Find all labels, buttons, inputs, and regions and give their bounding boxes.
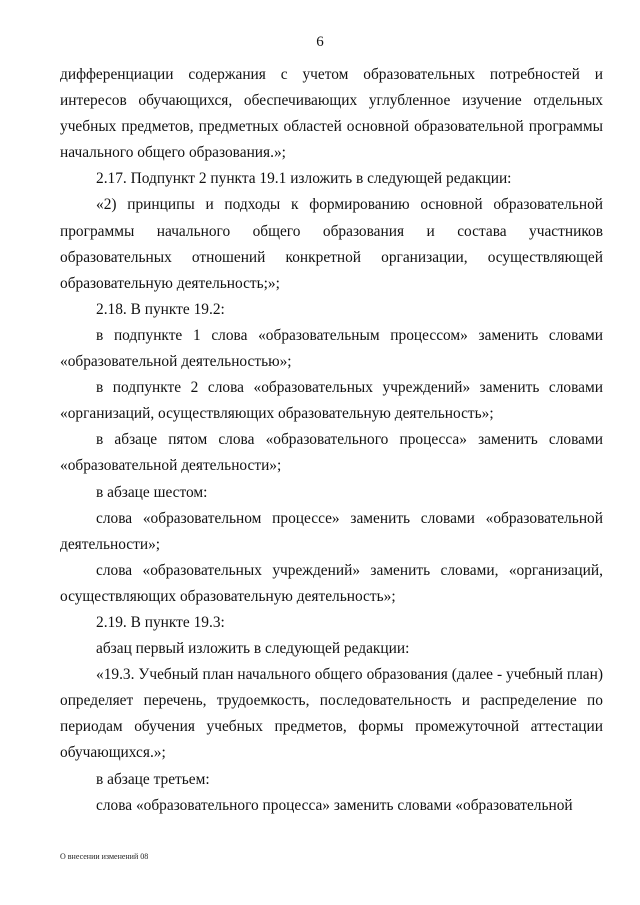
paragraph: слова «образовательных учреждений» заменить словами, «организаций, осуществляющих образовательную деятельность»; [60,561,603,605]
paragraph: слова «образовательного процесса» заменить словами «образовательной [96,796,573,814]
paragraph: в подпункте 1 слова «образовательным процессом» заменить словами «образовательной деятельностью»; [60,326,603,371]
paragraph: «19.3. Учебный план начального общего образования (далее - учебный план) определяет перечень, трудоемкость, последовательность и распределение по периодам обучения учебных предметов, формы промежуточной аттестации обучающихся.»; [60,666,603,762]
paragraph: 2.18. В пункте 19.2: [96,300,225,318]
paragraph: в абзаце третьем: [96,770,210,788]
footer-note: О внесении изменений 08 [60,852,149,861]
paragraph: слова «образовательном процессе» заменить словами «образовательной деятельности»; [60,509,603,553]
document-body [60,62,603,819]
paragraph: в абзаце пятом слова «образовательного процесса» заменить словами «образовательной деятельности»; [60,431,603,475]
paragraph: «2) принципы и подходы к формированию основной образовательной программы начального общего образования и состава участников образовательных отношений конкретной организации, осуществляющей образовательную деятельность;»; [60,196,603,292]
paragraph: 2.19. В пункте 19.3: [96,613,225,631]
paragraph: в подпункте 2 слова «образовательных учреждений» заменить словами «организаций, осуществляющих образовательную деятельность»; [60,379,603,423]
paragraph: 2.17. Подпункт 2 пункта 19.1 изложить в следующей редакции: [96,170,512,188]
paragraph: абзац первый изложить в следующей редакции: [96,640,410,658]
paragraph: в абзаце шестом: [96,483,208,501]
page-number: 6 [316,34,324,50]
paragraph: дифференциации содержания с учетом образовательных потребностей и интересов обучающихся, обеспечивающих углубленное изучение отдельных учебных предметов, предметных областей основной образовательной программы начального общего образования.»; [60,66,603,162]
